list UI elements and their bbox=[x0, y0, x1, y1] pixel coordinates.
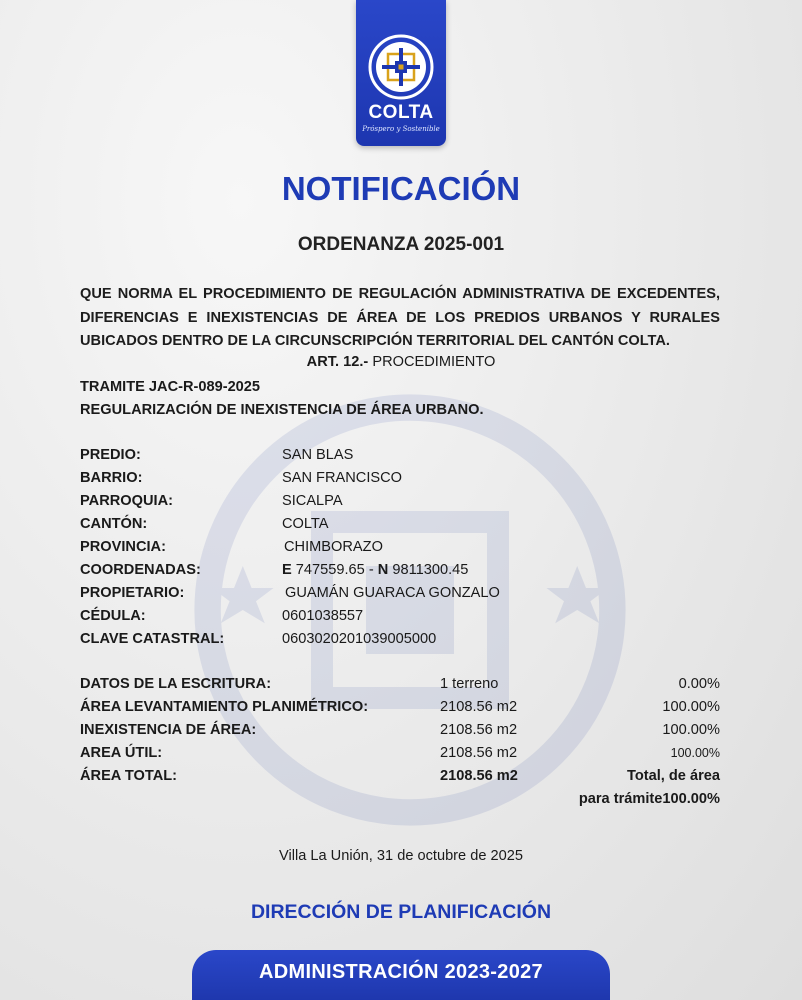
area-value: 2108.56 m2 bbox=[440, 768, 518, 784]
footer-banner bbox=[192, 950, 610, 1000]
field-label: PREDIO: bbox=[80, 447, 141, 463]
area-row-levantamiento bbox=[80, 697, 720, 720]
place-date: Villa La Unión, 31 de octubre de 2025 bbox=[279, 848, 523, 864]
logo-banner bbox=[356, 0, 446, 146]
total-note bbox=[579, 765, 720, 811]
colta-emblem-icon bbox=[368, 34, 434, 100]
area-percent: 100.00% bbox=[662, 722, 720, 738]
footer-text: ADMINISTRACIÓN 2023-2027 bbox=[259, 961, 543, 983]
article-text: PROCEDIMIENTO bbox=[368, 354, 496, 370]
tramite-type: REGULARIZACIÓN DE INEXISTENCIA DE ÁREA URBANO. bbox=[80, 401, 484, 418]
article-label: ART. 12.- bbox=[306, 354, 369, 370]
field-value: SICALPA bbox=[282, 493, 343, 509]
coord-e-label: E bbox=[282, 562, 292, 578]
coord-e-value: 747559.65 - bbox=[291, 562, 378, 578]
area-percent: 100.00% bbox=[662, 699, 720, 715]
field-value: COLTA bbox=[282, 516, 329, 532]
field-value: SAN FRANCISCO bbox=[282, 470, 403, 486]
field-value: 0601038557 bbox=[282, 608, 364, 624]
field-label: PROVINCIA: bbox=[80, 539, 166, 555]
field-label: CLAVE CATASTRAL: bbox=[80, 631, 225, 647]
field-value bbox=[282, 560, 468, 580]
area-value: 2108.56 m2 bbox=[440, 722, 518, 738]
ordinance-description: QUE NORMA EL PROCEDIMIENTO DE REGULACIÓN ADMINISTRATIVA DE EXCEDENTES, DIFERENCIAS E INEXISTENCIAS DE ÁREA DE LOS PREDIOS URBANOS Y RURALES UBICADOS DENTRO DE LA CIRCUNSCRIPCIÓN TERRITORIAL DEL CANTÓN COLTA. bbox=[80, 286, 720, 349]
field-value: SAN BLAS bbox=[282, 447, 354, 463]
area-row-inexistencia bbox=[80, 720, 720, 743]
area-value: 1 terreno bbox=[440, 676, 499, 692]
ordinance-number: ORDENANZA 2025-001 bbox=[297, 234, 505, 255]
area-row-escritura bbox=[80, 674, 720, 697]
area-label: ÁREA TOTAL: bbox=[80, 768, 178, 784]
area-percent: 0.00% bbox=[678, 676, 720, 692]
coord-n-label: N bbox=[377, 562, 389, 578]
field-label: COORDENADAS: bbox=[80, 562, 201, 578]
logo-name: COLTA bbox=[368, 102, 434, 123]
article-line bbox=[0, 352, 802, 372]
field-label: CÉDULA: bbox=[80, 608, 146, 624]
area-percent: 100.00% bbox=[670, 746, 720, 760]
field-value: CHIMBORAZO bbox=[284, 539, 383, 555]
logo-tagline: Próspero y Sostenible bbox=[362, 125, 440, 133]
area-label: DATOS DE LA ESCRITURA: bbox=[80, 676, 272, 692]
total-note-line1: Total, de área bbox=[627, 768, 720, 784]
area-label: AREA ÚTIL: bbox=[80, 745, 163, 761]
field-value: GUAMÁN GUARACA GONZALO bbox=[285, 585, 500, 601]
field-label: PARROQUIA: bbox=[80, 493, 173, 509]
field-label: BARRIO: bbox=[80, 470, 143, 486]
page-title: NOTIFICACIÓN bbox=[281, 170, 521, 207]
coord-n-value: 9811300.45 bbox=[388, 562, 469, 578]
tramite-code: TRAMITE JAC-R-089-2025 bbox=[80, 379, 261, 395]
field-value: 0603020201039005000 bbox=[282, 631, 437, 647]
area-value: 2108.56 m2 bbox=[440, 699, 518, 715]
field-label: CANTÓN: bbox=[80, 516, 148, 532]
area-label: ÁREA LEVANTAMIENTO PLANIMÉTRICO: bbox=[80, 699, 369, 715]
department-name: DIRECCIÓN DE PLANIFICACIÓN bbox=[250, 901, 552, 923]
tramite-block bbox=[80, 376, 484, 421]
area-value: 2108.56 m2 bbox=[440, 745, 518, 761]
area-label: INEXISTENCIA DE ÁREA: bbox=[80, 722, 257, 738]
area-row-util bbox=[80, 743, 720, 766]
field-label: PROPIETARIO: bbox=[80, 585, 185, 601]
total-note-line2: para trámite100.00% bbox=[578, 791, 720, 807]
